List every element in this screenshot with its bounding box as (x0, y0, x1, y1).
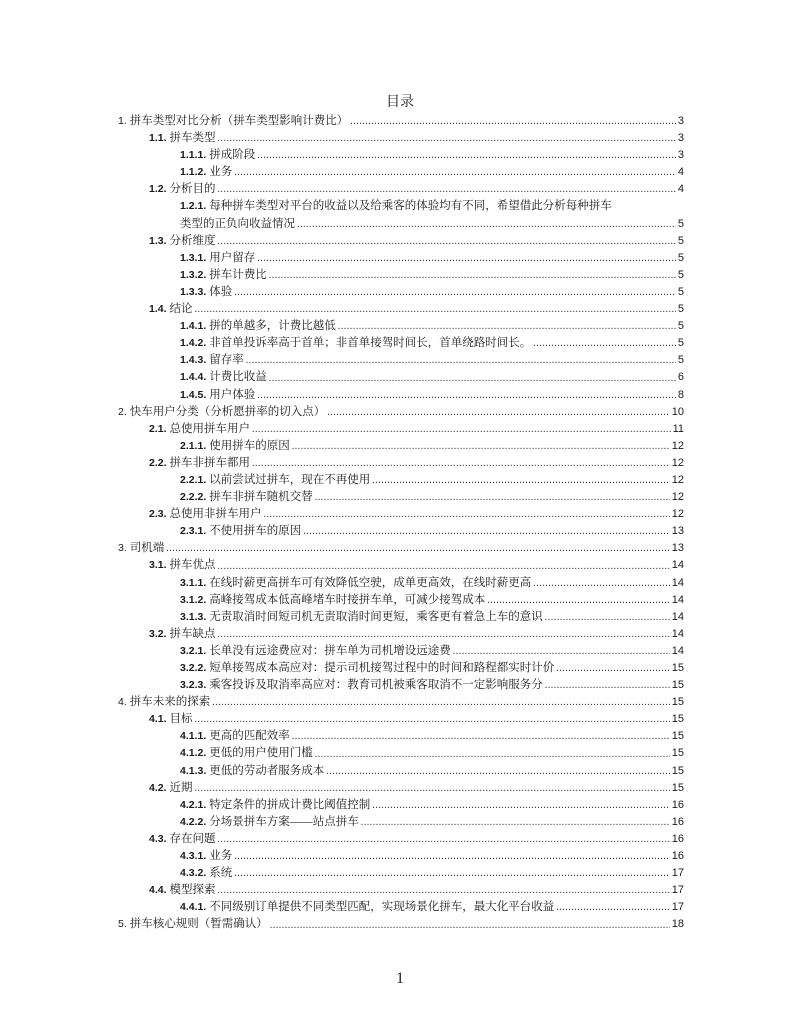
toc-entry[interactable] (118, 780, 684, 797)
toc-entry-text: 业务 (209, 850, 233, 863)
toc-entry-text: 系统 (209, 867, 233, 880)
toc-entry[interactable] (118, 164, 684, 181)
toc-entry-text: 用户体验 (209, 388, 256, 401)
toc-entry-page: 4 (677, 166, 684, 179)
dot-leader (372, 472, 669, 489)
toc-entry-page: 17 (671, 867, 684, 880)
toc-entry[interactable] (118, 728, 684, 745)
toc-entry-number: 2.2.1. (180, 473, 207, 486)
toc-entry-text: 体验 (209, 285, 233, 298)
toc-entry-number: 4.3.1. (180, 850, 207, 863)
toc-entry-page: 15 (671, 764, 684, 777)
toc-entry-label (149, 711, 193, 728)
dot-leader (372, 797, 669, 814)
toc-entry-page: 15 (671, 781, 684, 794)
toc-entry-number: 2.3. (149, 508, 167, 521)
toc-entry-label (180, 899, 554, 916)
toc-entry-text: 更高的匹配效率 (209, 730, 290, 743)
dot-leader (257, 387, 676, 404)
dot-leader (234, 284, 676, 301)
dot-leader (218, 882, 670, 899)
dot-leader (252, 455, 670, 472)
toc-entry[interactable] (118, 181, 684, 198)
toc-entry[interactable] (118, 831, 684, 848)
toc-entry-text: 拼车核心规则（暂需确认） (129, 918, 268, 931)
toc-entry-number: 4.1.1. (180, 730, 207, 743)
dot-leader (487, 592, 669, 609)
toc-entry-text: 留存率 (209, 354, 244, 367)
toc-entry-page: 5 (677, 303, 684, 316)
toc-entry-page: 15 (671, 696, 684, 709)
toc-entry-label (118, 113, 348, 130)
dot-leader (270, 916, 670, 933)
toc-entry-page: 5 (677, 337, 684, 350)
toc-entry[interactable] (118, 284, 684, 301)
toc-entry-label (180, 677, 543, 694)
toc-entry-page: 16 (671, 798, 684, 811)
toc-entry-number: 4.2.2. (180, 815, 207, 828)
toc-entry-text: 近期 (169, 781, 193, 794)
toc-entry-page: 16 (671, 850, 684, 863)
toc-entry-label (149, 421, 250, 438)
toc-entry-page: 13 (671, 542, 684, 555)
dot-leader (218, 130, 676, 147)
dot-leader (195, 301, 676, 318)
toc-entry-label (180, 387, 255, 404)
toc-entry-number: 4.3.2. (180, 867, 207, 880)
toc-entry-text: 拼的单越多，计费比越低 (209, 320, 336, 333)
toc-entry-text: 计费比收益 (209, 371, 267, 384)
dot-leader (218, 557, 670, 574)
dot-leader (257, 147, 676, 164)
toc-entry-text: 在线时薪更高拼车可有效降低空驶，成单更高效，在线时薪更高 (209, 576, 532, 589)
toc-entry-number: 3.2.1. (180, 644, 207, 657)
toc-entry-text: 模型探索 (169, 884, 216, 897)
toc-entry-page: 10 (671, 405, 684, 418)
toc-entry-text: 长单没有远途费应对：拼车单为司机增设远途费 (209, 644, 451, 657)
toc-entry-text: 以前尝试过拼车，现在不再使用 (209, 473, 371, 486)
dot-leader (315, 745, 670, 762)
toc-entry-label (118, 694, 210, 711)
toc-entry-number: 1.1. (149, 132, 167, 145)
toc-entry-text: 每种拼车类型对平台的收益以及给乘客的体验均有不同，希望借此分析每种拼车 (209, 200, 612, 213)
toc-entry-text: 更低的用户使用门槛 (209, 747, 313, 760)
toc-entry-number: 3.1.1. (180, 576, 207, 589)
toc-entry-label (180, 609, 543, 626)
toc-entry-label (180, 575, 531, 592)
toc-entry-number: 1.2. (149, 183, 167, 196)
toc-entry-label (149, 301, 193, 318)
toc-entry[interactable] (118, 763, 684, 780)
toc-entry-number: 1.1.1. (180, 149, 207, 162)
toc-entry-text: 不同级别订单提供不同类型匹配，实现场景化拼车，最大化平台收益 (209, 901, 555, 914)
dot-leader (327, 404, 669, 421)
toc-entry-page: 15 (671, 747, 684, 760)
toc-entry[interactable] (118, 557, 684, 574)
toc-entry[interactable] (118, 113, 684, 130)
toc-entry-text-continued: 类型的正负向收益情况 (180, 217, 295, 230)
toc-entry-page: 16 (671, 832, 684, 845)
toc-entry[interactable] (118, 404, 684, 421)
toc-entry-number: 1.2.1. (180, 200, 207, 213)
toc-entry-number: 1.4.3. (180, 354, 207, 367)
toc-entry[interactable] (118, 643, 684, 660)
toc-entry-number: 4.1. (149, 713, 167, 726)
toc-entry-number: 1.4.5. (180, 388, 207, 401)
toc-entry-label (149, 626, 216, 643)
toc-entry-number: 3.2.3. (180, 679, 207, 692)
toc-entry[interactable] (118, 369, 684, 386)
toc-entry[interactable] (118, 575, 684, 592)
toc-entry-page: 5 (677, 217, 684, 230)
toc-entry-number: 4.3. (149, 832, 167, 845)
toc-entry-page: 8 (677, 388, 684, 401)
toc-entry-page: 6 (677, 371, 684, 384)
dot-leader (166, 540, 669, 557)
toc-entry-page: 15 (671, 662, 684, 674)
toc-entry-text: 拼车类型对比分析（拼车类型影响计费比） (129, 115, 349, 127)
dot-leader (257, 250, 676, 267)
toc-entry-page: 5 (677, 320, 684, 333)
toc-entry-page: 16 (671, 815, 684, 828)
toc-entry-label (149, 831, 216, 848)
toc-entry-text: 业务 (209, 166, 233, 179)
toc-entry[interactable] (118, 626, 684, 643)
toc-entry-number: 2.1.1. (180, 439, 207, 452)
toc-entry-label (180, 318, 336, 335)
toc-entry-text: 拼车优点 (169, 559, 216, 572)
toc-entry-label (149, 882, 216, 899)
toc-entry-label (180, 728, 290, 745)
toc-entry-label (180, 814, 359, 831)
toc-entry-number: 4.2.1. (180, 798, 207, 811)
toc-title: 目录 (386, 95, 414, 110)
toc-entry-text: 分析维度 (169, 234, 216, 247)
dot-leader (218, 233, 676, 250)
toc-entry[interactable] (118, 694, 684, 711)
toc-entry-label (118, 916, 268, 933)
toc-entry-label (180, 147, 255, 164)
toc-entry-number: 5. (118, 918, 127, 931)
toc-entry-text: 总使用拼车用户 (169, 422, 251, 435)
dot-leader (292, 438, 670, 455)
dot-leader (264, 506, 670, 523)
toc-entry-number: 2. (118, 405, 127, 418)
toc-entry[interactable] (118, 848, 684, 865)
toc-entry-page: 4 (677, 183, 684, 196)
toc-entry-number: 1.3.2. (180, 268, 207, 281)
toc-entry-number: 2.3.1. (180, 525, 207, 538)
toc-entry[interactable] (118, 660, 684, 677)
toc-entry-label (180, 352, 244, 369)
toc-entry[interactable] (118, 882, 684, 899)
toc-entry-number: 1.3. (149, 234, 167, 247)
toc-entry-label (180, 164, 232, 181)
toc-entry-number: 4.4. (149, 884, 167, 897)
toc-entry-page: 14 (671, 610, 684, 623)
toc-entry-number: 3.2. (149, 627, 167, 640)
toc-entry-number: 4. (118, 696, 127, 709)
toc-entry-page: 14 (671, 576, 684, 589)
toc-entry-number: 1.4. (149, 303, 167, 316)
toc-entry-text: 分场景拼车方案——站点拼车 (209, 815, 359, 828)
toc-entry-text: 用户留存 (209, 251, 256, 264)
toc-entry-text: 拼车类型 (169, 132, 216, 145)
toc-entry-text: 拼成阶段 (209, 149, 256, 162)
toc-entry[interactable] (118, 506, 684, 523)
toc-entry[interactable] (118, 814, 684, 831)
toc-entry-page: 15 (671, 730, 684, 743)
dot-leader (297, 216, 676, 233)
toc-entry-text: 乘客投诉及取消率高应对：教育司机被乘客取消不一定影响服务分 (209, 679, 543, 692)
dot-leader (269, 267, 676, 284)
dot-leader (361, 814, 670, 831)
toc-entry-label (180, 592, 485, 609)
toc-entry-label (180, 335, 531, 352)
toc-entry-text: 高峰接驾成本低高峰堵车时接拼车单，可减少接驾成本 (209, 593, 486, 606)
dot-leader (269, 369, 676, 386)
toc-entry-text: 非首单投诉率高于首单；非首单接驾时间长，首单绕路时间长。 (209, 337, 532, 350)
toc-entry-text: 司机端 (129, 542, 165, 555)
toc-entry-label (180, 865, 232, 882)
dot-leader (218, 181, 676, 198)
toc-entry-number: 1.4.1. (180, 320, 207, 333)
toc-entry-label (180, 284, 232, 301)
toc-entry-label (180, 438, 290, 455)
toc-entry-number: 3. (118, 542, 127, 555)
toc-entry-text: 结论 (169, 303, 193, 316)
toc-entry-page: 5 (677, 234, 684, 247)
dot-leader (292, 728, 670, 745)
toc-entry-page: 11 (672, 422, 684, 435)
toc-entry-label (180, 848, 232, 865)
toc-entry-page: 15 (671, 713, 684, 726)
toc-entry[interactable] (118, 711, 684, 728)
toc-entry-text: 拼车非拼车都用 (169, 456, 251, 469)
toc-entry-page: 5 (677, 285, 684, 298)
toc-entry[interactable] (118, 335, 684, 352)
toc-entry-number: 1.1.2. (180, 166, 207, 179)
toc-entry-label (180, 250, 255, 267)
toc-entry-number: 1.4.4. (180, 371, 207, 384)
toc-entry-number: 1.3.3. (180, 285, 207, 298)
dot-leader (234, 865, 669, 882)
toc-entry-label (180, 369, 267, 386)
toc-entry-number: 2.1. (149, 422, 167, 435)
toc-entry[interactable] (118, 147, 684, 164)
toc-entry-text: 不使用拼车的原因 (209, 525, 302, 538)
toc-entry[interactable] (118, 130, 684, 147)
toc-entry[interactable] (118, 592, 684, 609)
toc-entry-label (180, 643, 451, 660)
toc-entry[interactable] (118, 677, 684, 694)
toc-entry[interactable] (118, 899, 684, 916)
toc-entry-label (149, 130, 216, 147)
dot-leader (234, 848, 669, 865)
toc-entry-page: 14 (671, 593, 684, 606)
toc-entry-number: 3.1.3. (180, 610, 207, 623)
toc-entry-text: 拼车计费比 (209, 268, 267, 281)
toc-entry-page: 3 (677, 115, 684, 127)
toc-entry-text: 分析目的 (169, 183, 216, 196)
dot-leader (556, 899, 669, 916)
toc-entry-text: 拼车缺点 (169, 627, 216, 640)
toc-entry-number: 4.1.3. (180, 764, 207, 777)
toc-entry-label (180, 472, 370, 489)
toc-entry[interactable] (118, 318, 684, 335)
toc-entry[interactable] (118, 609, 684, 626)
toc-entry-page: 12 (671, 491, 684, 504)
toc-entry-label (149, 780, 193, 797)
toc-entry-page: 14 (671, 644, 684, 657)
toc-entry-label (180, 660, 554, 677)
toc-entry[interactable] (118, 387, 684, 404)
toc-entry-label (149, 181, 216, 198)
toc-entry-number: 3.1.2. (180, 593, 207, 606)
toc-entry[interactable] (118, 472, 684, 489)
toc-entry-label (180, 267, 267, 284)
toc-entry-label (180, 797, 370, 814)
toc-entry[interactable] (118, 916, 684, 933)
toc-entry-page: 18 (671, 918, 684, 931)
toc-entry-page: 14 (671, 559, 684, 572)
toc-entry-label (180, 489, 313, 506)
toc-entry-label (149, 233, 216, 250)
toc-entry[interactable] (118, 797, 684, 814)
toc-entry-text: 更低的劳动者服务成本 (209, 764, 325, 777)
dot-leader (338, 318, 676, 335)
toc-entry-text: 拼车非拼车随机交替 (209, 491, 313, 504)
toc-entry-text: 拼车未来的探索 (129, 696, 211, 709)
toc-entry-page: 12 (671, 508, 684, 521)
dot-leader (533, 575, 669, 592)
toc-entry-label (149, 455, 250, 472)
toc-entry-label (149, 506, 262, 523)
dot-leader (252, 421, 671, 438)
toc-entry[interactable] (118, 489, 684, 506)
dot-leader (556, 660, 669, 677)
toc-entry[interactable] (118, 540, 684, 557)
dot-leader (195, 780, 670, 797)
dot-leader (246, 352, 676, 369)
toc-entry[interactable] (118, 438, 684, 455)
dot-leader (545, 609, 670, 626)
toc-entry-text: 使用拼车的原因 (209, 439, 290, 452)
toc-entry-page: 3 (677, 149, 684, 162)
toc-entry[interactable] (118, 523, 684, 540)
dot-leader (234, 164, 676, 181)
toc-entry[interactable] (118, 233, 684, 250)
toc-entry-number: 1.4.2. (180, 337, 207, 350)
toc-entry-page: 17 (671, 901, 684, 914)
toc-entry-page: 5 (677, 268, 684, 281)
toc-entry[interactable] (118, 745, 684, 762)
toc-entry-label (118, 540, 164, 557)
toc-entry[interactable] (118, 301, 684, 318)
toc-entry-label (180, 523, 301, 540)
toc-entry-number: 4.4.1. (180, 901, 207, 914)
toc-entry-number: 3.2.2. (180, 662, 207, 674)
toc-entry-text: 无责取消时间短司机无责取消时间更短，乘客更有着急上车的意识 (209, 610, 543, 623)
toc-entry-page: 15 (671, 679, 684, 692)
toc-entry-page: 12 (671, 439, 684, 452)
page-number: 1 (396, 970, 404, 987)
dot-leader (212, 694, 669, 711)
toc-entry-page: 5 (677, 354, 684, 367)
toc-entry-number: 2.2. (149, 456, 167, 469)
dot-leader (218, 626, 670, 643)
toc-entry-text: 短单接驾成本高应对：提示司机接驾过程中的时间和路程都实时计价 (209, 662, 555, 674)
toc-entry-number: 3.1. (149, 559, 167, 572)
toc-entry-label (118, 404, 325, 421)
dot-leader (350, 113, 676, 130)
dot-leader (453, 643, 670, 660)
toc-entry-page: 12 (671, 473, 684, 486)
toc-entry-text: 总使用非拼车用户 (169, 508, 262, 521)
toc-entry-page: 12 (671, 456, 684, 469)
toc-entry-page: 17 (671, 884, 684, 897)
toc-entry[interactable] (118, 267, 684, 284)
toc-entry[interactable] (118, 455, 684, 472)
toc-entry-text: 特定条件的拼成计费比阈值控制 (209, 798, 371, 811)
dot-leader (315, 489, 670, 506)
toc-entry[interactable] (118, 352, 684, 369)
toc-entry[interactable] (118, 865, 684, 882)
toc-entry-number: 2.2.2. (180, 491, 207, 504)
toc-entry-page: 14 (671, 627, 684, 640)
dot-leader (533, 335, 676, 352)
toc-entry-number: 1. (118, 115, 127, 127)
toc-entry-page: 3 (677, 132, 684, 145)
dot-leader (218, 831, 670, 848)
dot-leader (195, 711, 670, 728)
dot-leader (303, 523, 669, 540)
toc-entry-text: 存在问题 (169, 832, 216, 845)
toc-entry-number: 4.2. (149, 781, 167, 794)
toc-entry-text: 快车用户分类（分析愿拼率的切入点） (129, 405, 326, 418)
toc-entry-number: 1.3.1. (180, 251, 207, 264)
toc-entry[interactable] (118, 421, 684, 438)
toc-entry-label (149, 557, 216, 574)
toc-entry-label (180, 763, 324, 780)
toc-entry-page: 5 (677, 251, 684, 264)
toc-entry-page: 13 (671, 525, 684, 538)
dot-leader (545, 677, 670, 694)
toc-entry-label (180, 745, 313, 762)
toc-entry-text: 目标 (169, 713, 193, 726)
table-of-contents (118, 113, 684, 934)
dot-leader (326, 763, 669, 780)
toc-entry-number: 4.1.2. (180, 747, 207, 760)
toc-entry[interactable] (118, 198, 684, 232)
toc-entry[interactable] (118, 250, 684, 267)
